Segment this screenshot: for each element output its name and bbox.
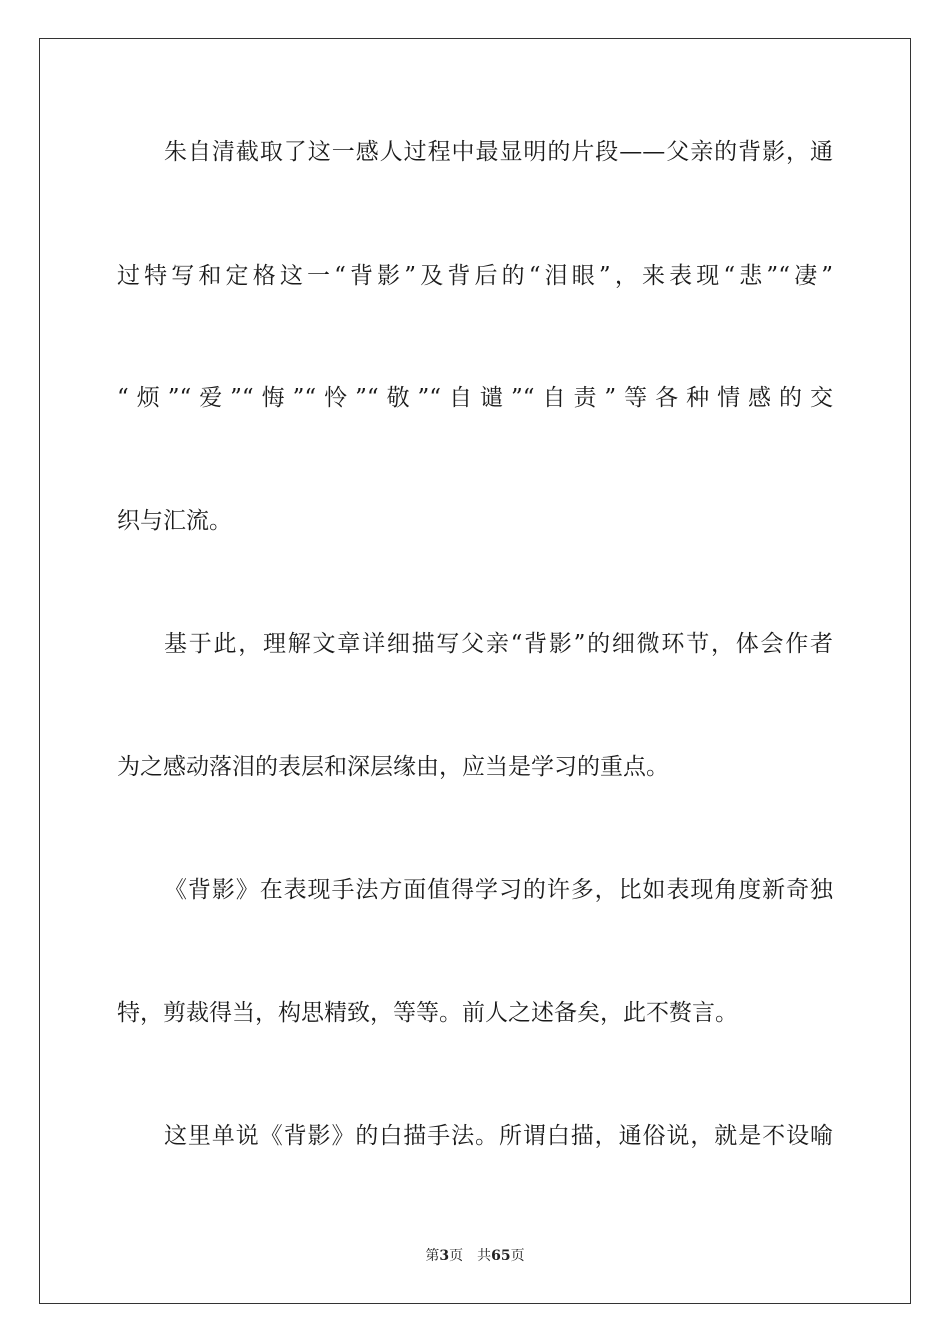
text-line: 过特写和定格这一“背影”及背后的“泪眼”，来表现“悲”“凄” — [117, 263, 833, 289]
text-line: 朱自清截取了这一感人过程中最显明的片段——父亲的背影，通 — [164, 139, 833, 165]
page-footer — [0, 1247, 950, 1265]
text-line: 基于此，理解文章详细描写父亲“背影”的细微环节，体会作者 — [164, 631, 833, 657]
footer-total-suffix: 页 — [510, 1248, 525, 1264]
text-line: 这里单说《背影》的白描手法。所谓白描，通俗说，就是不设喻 — [164, 1123, 833, 1149]
footer-page-total: 65 — [491, 1248, 511, 1264]
text-line: 《背影》在表现手法方面值得学习的许多，比如表现角度新奇独 — [164, 877, 833, 903]
text-line: 织与汇流。 — [117, 508, 232, 534]
footer-total-prefix: 共 — [477, 1248, 492, 1264]
text-line: “烦”“爱”“悔”“怜”“敬”“自谴”“自责”等各种情感的交 — [117, 385, 833, 411]
page-border — [39, 38, 911, 1304]
text-line: 特，剪裁得当，构思精致，等等。前人之述备矣，此不赘言。 — [117, 1000, 738, 1026]
footer-page-prefix: 第 — [425, 1248, 440, 1264]
text-line: 为之感动落泪的表层和深层缘由，应当是学习的重点。 — [117, 754, 669, 780]
footer-page-suffix: 页 — [449, 1248, 464, 1264]
footer-page-current: 3 — [439, 1248, 450, 1264]
